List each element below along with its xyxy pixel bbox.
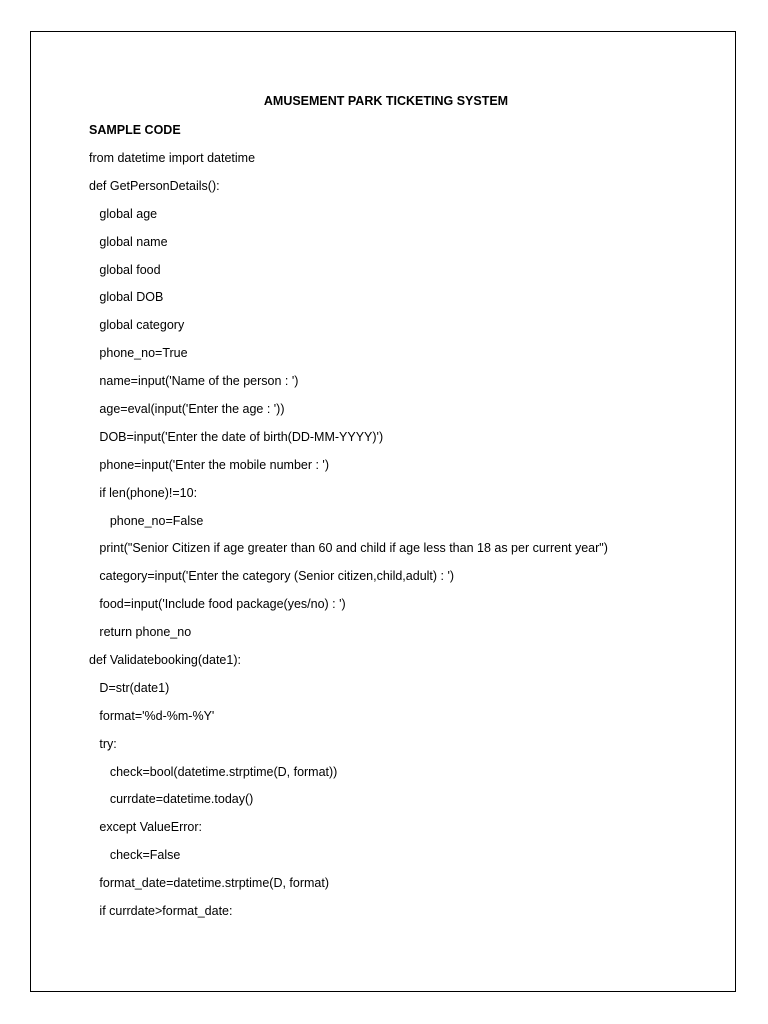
code-line: except ValueError:	[89, 820, 203, 835]
code-line: check=False	[89, 848, 181, 863]
code-line: D=str(date1)	[89, 680, 170, 695]
code-line: food=input('Include food package(yes/no) : ')	[89, 597, 346, 612]
code-line: if currdate>format_date:	[89, 904, 233, 919]
code-listing	[89, 150, 608, 931]
code-line: age=eval(input('Enter the age : '))	[89, 402, 285, 417]
code-line: print("Senior Citizen if age greater than 60 and child if age less than 18 as per current year")	[89, 541, 608, 556]
code-line: global name	[89, 234, 168, 249]
code-line: global food	[89, 262, 161, 277]
code-line: try:	[89, 736, 117, 751]
code-line: return phone_no	[89, 625, 192, 640]
code-line: DOB=input('Enter the date of birth(DD-MM-YYYY)')	[89, 429, 384, 444]
code-line: phone=input('Enter the mobile number : ')	[89, 457, 329, 472]
document-title: AMUSEMENT PARK TICKETING SYSTEM	[263, 94, 509, 108]
code-line: format_date=datetime.strptime(D, format)	[89, 876, 330, 891]
code-line: global category	[89, 318, 185, 333]
section-heading: SAMPLE CODE	[89, 123, 181, 137]
code-line: phone_no=False	[89, 513, 204, 528]
code-line: def Validatebooking(date1):	[89, 653, 241, 668]
code-line: def GetPersonDetails():	[89, 178, 220, 193]
code-line: name=input('Name of the person : ')	[89, 374, 299, 389]
code-line: from datetime import datetime	[89, 151, 256, 165]
code-line: currdate=datetime.today()	[89, 792, 254, 807]
code-line: check=bool(datetime.strptime(D, format))	[89, 764, 338, 779]
code-line: global age	[89, 206, 158, 221]
code-line: format='%d-%m-%Y'	[89, 708, 215, 723]
code-line: if len(phone)!=10:	[89, 485, 198, 500]
code-line: global DOB	[89, 290, 164, 305]
code-line: category=input('Enter the category (Senior citizen,child,adult) : ')	[89, 569, 455, 584]
document-page	[30, 31, 736, 992]
code-line: phone_no=True	[89, 346, 188, 361]
